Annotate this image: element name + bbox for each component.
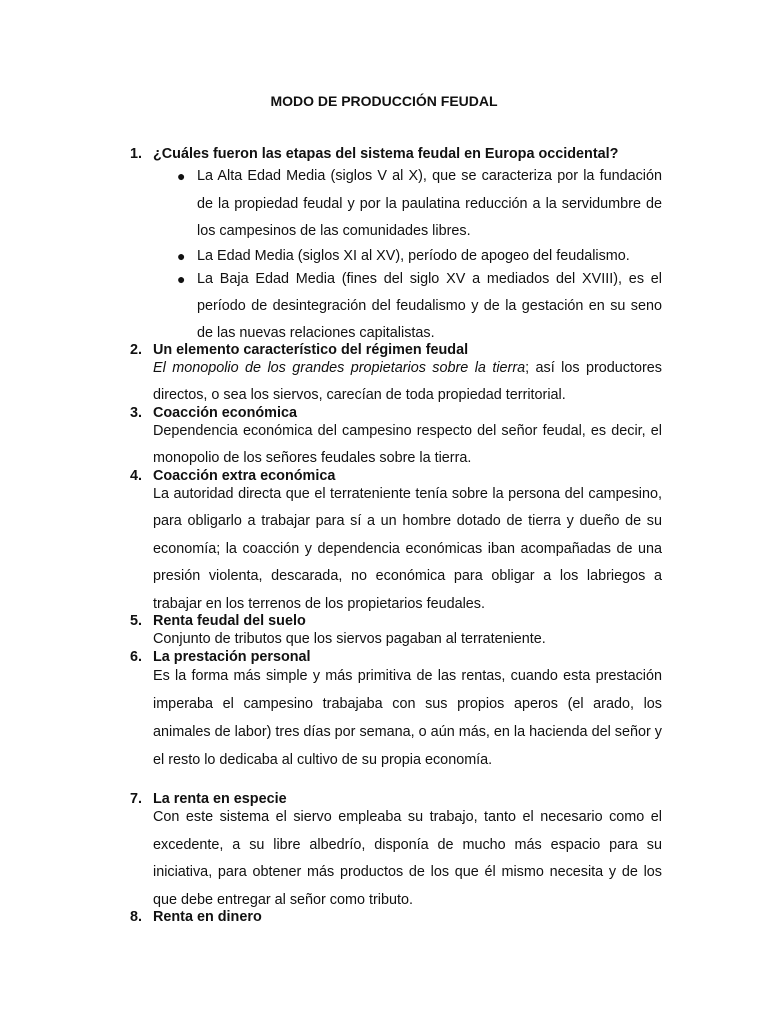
bullet-icon: ● (177, 168, 186, 184)
item-heading: ¿Cuáles fueron las etapas del sistema feudal en Europa occidental? (153, 146, 619, 162)
item-body (153, 355, 662, 409)
item-number: 2. (130, 341, 143, 358)
list-item-8 (124, 908, 662, 926)
stage-bullet-list (153, 163, 662, 347)
bullet-icon: ● (177, 270, 186, 287)
list-item-3 (124, 404, 662, 472)
item-heading: La prestación personal (153, 649, 311, 665)
item-body-italic: El monopolio de los grandes propietarios sobre la tierra (153, 359, 526, 376)
item-heading: Renta feudal del suelo (153, 613, 306, 629)
list-item-5 (124, 612, 662, 648)
item-heading: Un elemento característico del régimen feudal (153, 341, 469, 358)
item-number: 4. (130, 467, 143, 484)
item-body: Dependencia económica del campesino respecto del señor feudal, es decir, el monopolio de los señores feudales sobre la tierra. (153, 422, 662, 466)
item-body: Conjunto de tributos que los siervos pagaban al terrateniente. (153, 631, 546, 647)
document-title: MODO DE PRODUCCIÓN FEUDAL (270, 93, 498, 109)
bullet-item: ● La Baja Edad Media (fines del siglo XV a mediados del XVIII), es el período de desintegración del feudalismo y de la gestación en su seno de las nuevas relaciones capitalistas. (197, 266, 662, 347)
list-item-1 (124, 145, 662, 347)
item-body: La autoridad directa que el terrateniente tenía sobre la persona del campesino, para obligarlo a trabajar para sí a un hombre dotado de tierra y dueño de su economía; la coacción y dependencia económicas iban acompañadas de una presión violenta, descarada, no económica para obligar a los labriegos a trabajar en los terrenos de los propietarios feudales. (153, 485, 662, 612)
item-body: Con este sistema el siervo empleaba su trabajo, tanto el necesario como el excedente, a su libre albedrío, disponía de mucho más espacio para su iniciativa, para obtener más productos de los que él mismo necesita y de los que debe entregar al señor como tributo. (153, 809, 662, 908)
item-body: Es la forma más simple y más primitiva de las rentas, cuando esta prestación imperaba el campesino trabajaba con sus propios aperos (el arado, los animales de labor) tres días por semana, o aún más, en la hacienda del señor y el resto lo dedicaba al cultivo de su propia economía. (153, 668, 662, 768)
list-item-6 (124, 648, 662, 774)
item-number: 3. (130, 404, 143, 421)
item-number: 1. (130, 146, 143, 162)
list-item-4 (124, 467, 662, 619)
item-number: 7. (130, 791, 143, 807)
bullet-item: ● La Edad Media (siglos XI al XV), período de apogeo del feudalismo. (177, 247, 630, 264)
item-heading: La renta en especie (153, 791, 287, 807)
item-heading: Coacción económica (153, 404, 297, 421)
list-item-7 (124, 790, 662, 914)
item-number: 6. (130, 649, 143, 665)
item-number: 5. (130, 613, 143, 629)
bullet-item: ● La Alta Edad Media (siglos V al X), que se caracteriza por la fundación de la propiedad feudal y por la paulatina reducción a la servidumbre de los campesinos de las comunidades libres. (197, 163, 662, 246)
list-item-2 (124, 341, 662, 409)
item-heading: Coacción extra económica (153, 467, 336, 484)
item-number: 8. (130, 909, 143, 925)
question-list (124, 145, 662, 926)
item-heading: Renta en dinero (153, 909, 262, 925)
bullet-icon: ● (177, 247, 186, 264)
item-body-rest: ; así los productores directos, o sea los siervos, carecían de toda propiedad territorial. (153, 359, 662, 403)
